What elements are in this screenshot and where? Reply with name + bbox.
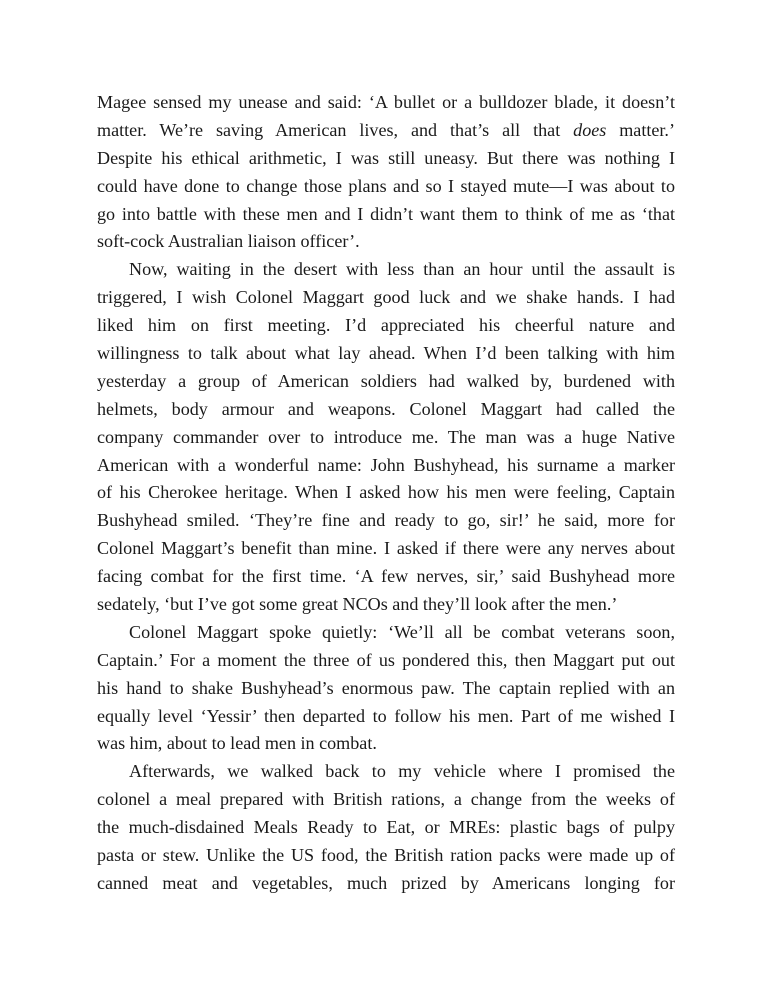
- text-run: liked him on first meeting. I’d appreciated his cheerful nature and: [97, 315, 675, 336]
- text-run: matter. We’re saving American lives, and that’s all that: [97, 119, 574, 140]
- text-line: [97, 396, 675, 424]
- text-line: [97, 730, 675, 758]
- text-line: [97, 228, 675, 256]
- text-run: pasta or stew. Unlike the US food, the British ration packs were made up of: [97, 845, 675, 866]
- text-line: [97, 145, 675, 173]
- text-run: facing combat for the first time. ‘A few nerves, sir,’ said Bushyhead more: [97, 566, 675, 587]
- text-run: Bushyhead smiled. ‘They’re fine and ready to go, sir!’ he said, more for: [97, 510, 675, 531]
- text-line: [97, 786, 675, 814]
- text-line: [97, 870, 675, 898]
- text-run: helmets, body armour and weapons. Colonel Maggart had called the: [97, 398, 675, 419]
- text-line: [97, 619, 675, 647]
- text-run: canned meat and vegetables, much prized by Americans longing for: [97, 872, 675, 893]
- text-line: [97, 703, 675, 731]
- emphasis-text: does: [573, 119, 607, 140]
- text-line: [97, 535, 675, 563]
- text-line: [97, 89, 675, 117]
- text-line: [97, 647, 675, 675]
- text-line: [97, 591, 675, 619]
- text-line: [97, 368, 675, 396]
- paragraph: [97, 619, 675, 758]
- text-line: [97, 452, 675, 480]
- text-run: Colonel Maggart’s benefit than mine. I asked if there were any nerves about: [97, 538, 675, 559]
- text-line: [97, 256, 675, 284]
- text-run: his hand to shake Bushyhead’s enormous paw. The captain replied with an: [97, 677, 675, 698]
- paragraph: [97, 758, 675, 897]
- text-run: matter.’: [606, 119, 675, 140]
- text-run: Despite his ethical arithmetic, I was still uneasy. But there was nothing I: [97, 147, 675, 168]
- text-line: [97, 284, 675, 312]
- text-line: [97, 842, 675, 870]
- text-line: [97, 201, 675, 229]
- text-run: soft-cock Australian liaison officer’.: [97, 231, 360, 252]
- text-run: triggered, I wish Colonel Maggart good luck and we shake hands. I had: [97, 287, 675, 308]
- text-run: Magee sensed my unease and said: ‘A bullet or a bulldozer blade, it doesn’t: [97, 92, 675, 112]
- text-run: of his Cherokee heritage. When I asked how his men were feeling, Captain: [97, 482, 675, 503]
- text-line: [97, 507, 675, 535]
- text-run: could have done to change those plans and so I stayed mute—I was about to: [97, 175, 675, 196]
- text-run: yesterday a group of American soldiers had walked by, burdened with: [97, 370, 675, 391]
- text-line: [97, 173, 675, 201]
- paragraph: [97, 256, 675, 619]
- text-line: [97, 758, 675, 786]
- text-line: [97, 424, 675, 452]
- text-run: was him, about to lead men in combat.: [97, 733, 377, 754]
- text-run: the much-disdained Meals Ready to Eat, or MREs: plastic bags of pulpy: [97, 817, 675, 838]
- text-line: [97, 479, 675, 507]
- book-page: [97, 89, 675, 898]
- text-run: sedately, ‘but I’ve got some great NCOs and they’ll look after the men.’: [97, 594, 618, 615]
- text-run: American with a wonderful name: John Bushyhead, his surname a marker: [97, 454, 675, 475]
- text-line: [97, 340, 675, 368]
- text-run: go into battle with these men and I didn’t want them to think of me as ‘that: [97, 203, 675, 224]
- text-run: Colonel Maggart spoke quietly: ‘We’ll all be combat veterans soon,: [129, 621, 675, 642]
- text-run: willingness to talk about what lay ahead. When I’d been talking with him: [97, 343, 675, 364]
- paragraph: [97, 89, 675, 256]
- text-line: [97, 814, 675, 842]
- text-line: [97, 117, 675, 145]
- text-run: colonel a meal prepared with British rations, a change from the weeks of: [97, 789, 675, 810]
- text-line: [97, 675, 675, 703]
- text-run: equally level ‘Yessir’ then departed to follow his men. Part of me wished I: [97, 705, 675, 726]
- text-run: Captain.’ For a moment the three of us pondered this, then Maggart put out: [97, 649, 675, 670]
- text-run: Now, waiting in the desert with less than an hour until the assault is: [129, 259, 675, 280]
- text-line: [97, 312, 675, 340]
- text-line: [97, 563, 675, 591]
- text-run: company commander over to introduce me. The man was a huge Native: [97, 426, 675, 447]
- text-run: Afterwards, we walked back to my vehicle where I promised the: [129, 761, 675, 782]
